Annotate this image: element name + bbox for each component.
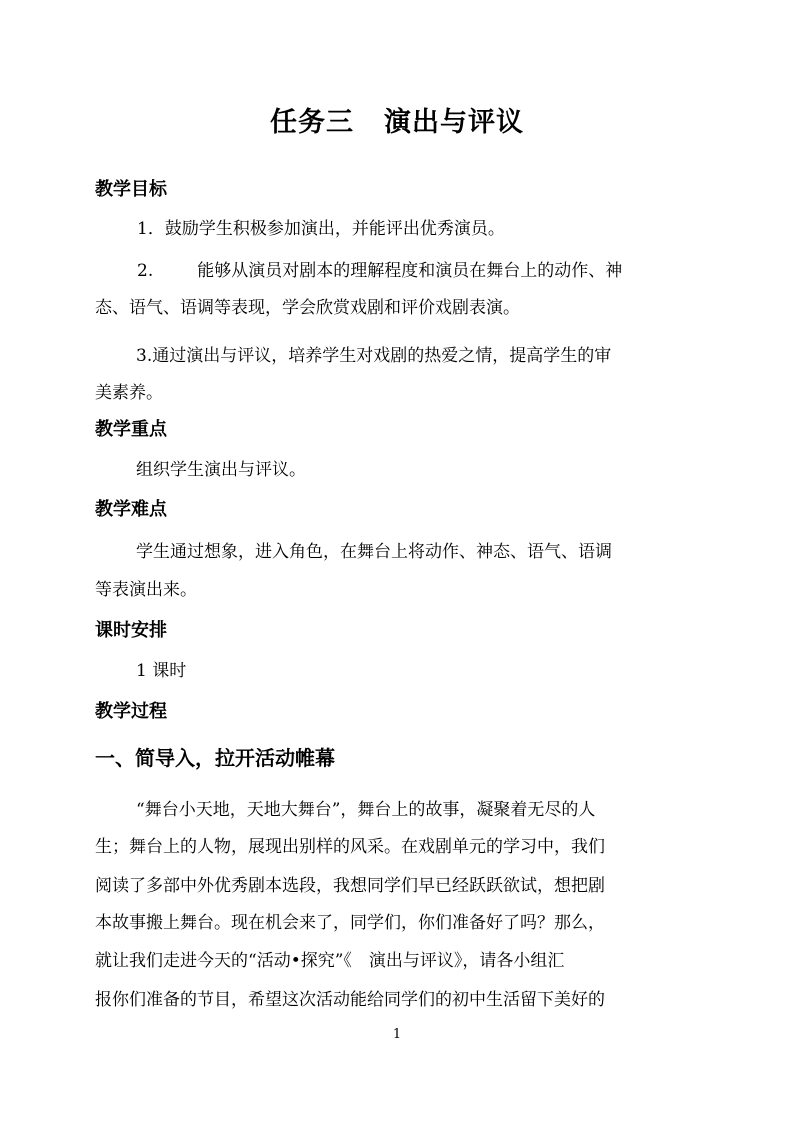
goal-1: 1．鼓励学生积极参加演出，并能评出优秀演员。	[137, 219, 505, 239]
goal-2-line-2: 态、语气、语调等表现，学会欣赏戏剧和评价戏剧表演。	[95, 298, 520, 318]
schedule-text: 1 课时	[136, 661, 187, 681]
intro-line-6: 报你们准备的节目，希望这次活动能给同学们的初中生活留下美好的	[95, 990, 605, 1010]
difficulty-line-1: 学生通过想象，进入角色，在舞台上将动作、神态、语气、语调	[136, 542, 612, 562]
intro-line-4: 本故事搬上舞台。现在机会来了，同学们，你们准备好了吗？那么，	[95, 913, 605, 933]
heading-teaching-difficulties: 教学难点	[95, 499, 167, 520]
intro-line-3: 阅读了多部中外优秀剧本选段，我想同学们早已经跃跃欲试，想把剧	[95, 876, 605, 896]
intro-line-2: 生；舞台上的人物，展现出别样的风采。在戏剧单元的学习中，我们	[95, 837, 605, 857]
key-point-text: 组织学生演出与评议。	[136, 460, 306, 480]
heading-class-schedule: 课时安排	[95, 620, 167, 641]
page-number: 1	[392, 1027, 402, 1042]
goal-3-line-1: 3.通过演出与评议，培养学生对戏剧的热爱之情，提高学生的审	[136, 346, 612, 366]
intro-line-5: 就让我们走进今天的“活动•探究”《 演出与评议》，请各小组汇	[95, 951, 565, 971]
intro-line-1: “舞台小天地，天地大舞台”，舞台上的故事，凝聚着无尽的人	[136, 800, 596, 820]
heading-teaching-key-points: 教学重点	[95, 419, 167, 440]
difficulty-line-2: 等表演出来。	[95, 580, 197, 600]
heading-teaching-goals: 教学目标	[95, 179, 167, 200]
page-title	[0, 100, 794, 139]
goal-2-text: 能够从演员对剧本的理解程度和演员在舞台上的动作、神	[197, 261, 623, 281]
title-part-task: 任务三	[270, 107, 354, 138]
heading-teaching-process: 教学过程	[95, 701, 167, 722]
title-part-name: 演出与评议	[384, 107, 524, 138]
heading-part-one: 一、简导入，拉开活动帷幕	[95, 746, 335, 770]
goal-2-number: 2.	[137, 261, 154, 281]
goal-3-line-2: 美素养。	[95, 383, 163, 403]
goal-2-line-1	[137, 256, 622, 281]
